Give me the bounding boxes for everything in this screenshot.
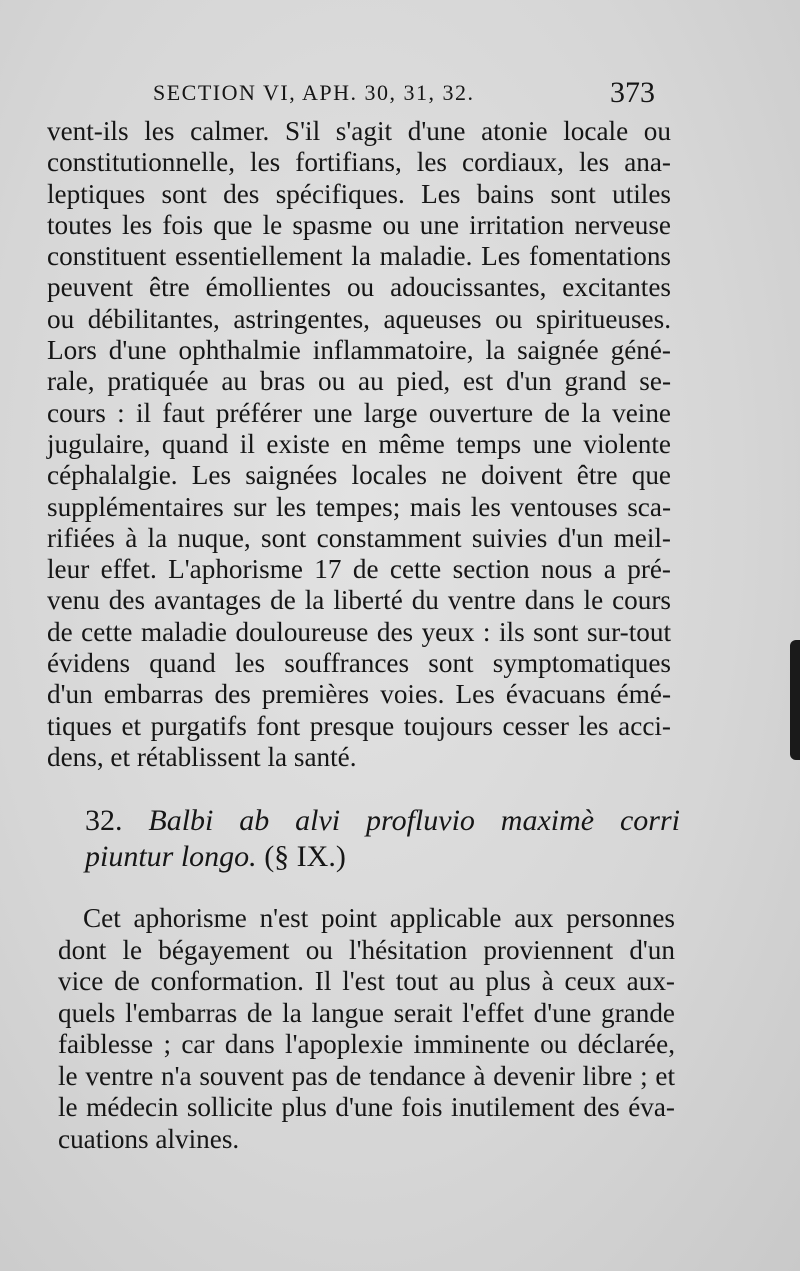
text-line: dont le bégayement ou l'hésitation proviennent d'un (58, 934, 675, 965)
text-line: toutes les fois que le spasme ou une irritation nerveuse (47, 209, 671, 240)
main-text-block (47, 116, 671, 773)
text-line: Cet aphorisme n'est point applicable aux personnes (83, 903, 675, 933)
text-line: vice de conformation. Il l'est tout au plus à ceux aux- (58, 966, 675, 996)
text-line: vent-ils les calmer. S'il s'agit d'une atonie locale ou (47, 116, 671, 146)
text-line: supplémentaires sur les tempes; mais les ventouses sca- (47, 491, 671, 522)
page-header (0, 76, 800, 116)
text-line: cuations alvines. (58, 1123, 240, 1154)
text-line: rale, pratiquée au bras ou au pied, est d'un grand se- (47, 366, 671, 397)
commentary-block (58, 903, 675, 1155)
text-line: le médecin sollicite plus d'une fois inutilement des éva- (58, 1092, 675, 1122)
text-line: céphalalgie. Les saignées locales ne doivent être que (47, 460, 671, 491)
text-line: jugulaire, quand il existe en même temps une violente (47, 428, 671, 459)
text-line: le ventre n'a souvent pas de tendance à devenir libre ; et (58, 1060, 675, 1091)
aphorism-line (85, 803, 680, 839)
text-line: cours : il faut préférer une large ouverture de la veine (47, 397, 671, 428)
text-line: Lors d'une ophthalmie inflammatoire, la saignée géné- (47, 335, 671, 366)
text-line: ou débilitantes, astringentes, aqueuses ou spiritueuses. (47, 303, 671, 334)
aphorism-line (85, 839, 680, 875)
text-line: dens, et rétablissent la santé. (47, 741, 357, 772)
text-line: venu des avantages de la liberté du ventre dans le cours (47, 585, 671, 616)
text-line: leptiques sont des spécifiques. Les bains sont utiles (47, 178, 671, 209)
text-line: constitutionnelle, les fortifians, les cordiaux, les ana- (47, 147, 671, 178)
text-line: constituent essentiellement la maladie. Les fomentations (47, 241, 671, 272)
text-line: leur effet. L'aphorisme 17 de cette section nous a pré- (47, 554, 671, 585)
text-line: faiblesse ; car dans l'apoplexie imminente ou déclarée, (58, 1029, 675, 1059)
text-line: peuvent être émollientes ou adoucissantes, excitantes (47, 272, 671, 303)
aphorism-text: Balbi ab alvi profluvio maximè corri (148, 804, 680, 837)
aphorism-number: 32. (85, 804, 123, 837)
page-edge-shadow (790, 640, 800, 760)
page-number: 373 (610, 76, 655, 109)
running-head: SECTION VI, APH. 30, 31, 32. (153, 80, 475, 105)
aphorism-text: piuntur longo. (85, 840, 257, 873)
text-line: de cette maladie douloureuse des yeux : ils sont sur-tout (47, 616, 671, 647)
text-line: quels l'embarras de la langue serait l'effet d'une grande (58, 997, 675, 1028)
text-line: rifiées à la nuque, sont constamment suivies d'un meil- (47, 522, 671, 553)
aphorism-32 (85, 803, 680, 875)
text-line: tiques et purgatifs font presque toujours cesser les acci- (47, 710, 671, 741)
section-reference: (§ IX.) (264, 840, 346, 873)
text-line: d'un embarras des premières voies. Les évacuans émé- (47, 679, 671, 710)
text-line: évidens quand les souffrances sont symptomatiques (47, 648, 671, 679)
